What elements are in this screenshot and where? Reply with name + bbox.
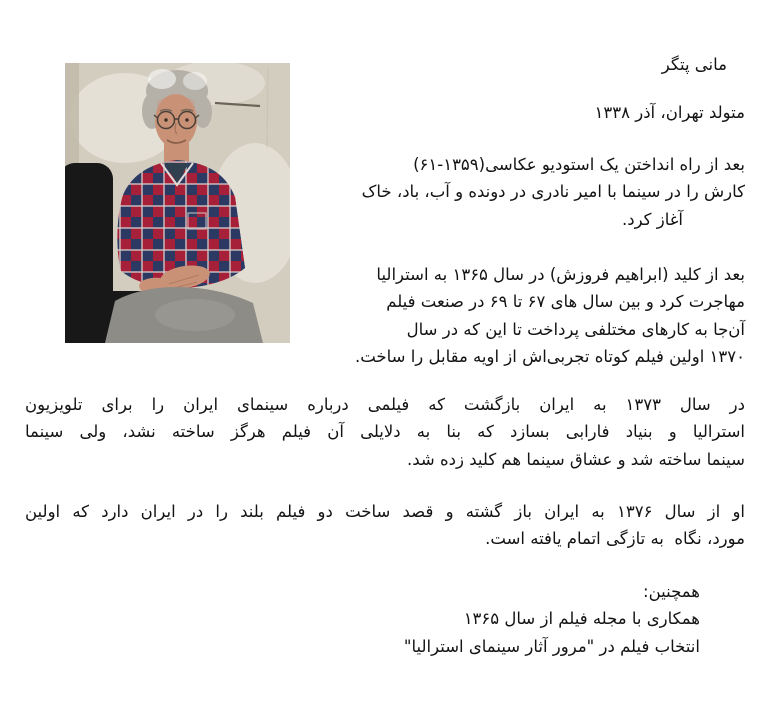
text-line: بعد از کلید (ابراهیم فروزش) در سال ۱۳۶۵ به استرالیا xyxy=(376,265,745,284)
page-title: مانی پتگر xyxy=(661,55,727,74)
text-line: آغاز کرد. xyxy=(621,209,683,229)
paragraph-photography-start xyxy=(331,151,745,233)
text-line: مورد، نگاه به تازگی اتمام یافته است. xyxy=(485,529,745,549)
portrait-photo xyxy=(65,63,290,343)
text-line: انتخاب فیلم در "مرور آثار سینمای استرالیا" xyxy=(403,636,700,656)
paragraph-also xyxy=(404,578,700,660)
birth-line: متولد تهران، آذر ۱۳۳۸ xyxy=(594,103,745,122)
text-line: ۱۳۷۰ اولین فیلم کوتاه تجربی‌اش از اویه مقابل را ساخت. xyxy=(354,347,745,367)
text-line: همچنین: xyxy=(643,582,700,601)
text-line: در سال ۱۳۷۳ به ایران بازگشت که فیلمی درباره سینمای ایران را برای تلویزیون xyxy=(25,395,745,414)
text-line: بعد از راه انداختن یک استودیو عکاسی(۱۳۵۹‏-‏۶۱) xyxy=(413,155,745,174)
text-line: آن‌جا به کارهای مختلفی پرداخت تا این که در سال xyxy=(406,319,745,339)
portrait-illustration xyxy=(65,63,290,343)
text-line: همکاری با مجله فیلم از سال ۱۳۶۵ xyxy=(463,609,700,629)
text-line: کارش را در سینما با امیر نادری در دونده و آب، باد، خاک xyxy=(361,182,745,202)
paragraph-return-1373 xyxy=(25,391,745,473)
text-line: استرالیا و بنیاد فارابی بسازد که بنا به دلایلی آن فیلم هرگز ساخته نشد، ولی سینما xyxy=(25,422,745,442)
text-line: او از سال ۱۳۷۶ به ایران باز گشته و قصد ساخت دو فیلم بلند را در ایران دارد که اولین xyxy=(25,502,745,521)
text-line: مهاجرت کرد و بین سال های ۶۷ تا ۶۹ در صنعت فیلم xyxy=(386,292,745,312)
paragraph-return-1376 xyxy=(25,498,745,553)
chair-back xyxy=(65,163,113,313)
text-line: سینما ساخته شد و عشاق سینما هم کلید زده شد. xyxy=(407,449,745,469)
paragraph-australia-migration xyxy=(331,261,745,371)
